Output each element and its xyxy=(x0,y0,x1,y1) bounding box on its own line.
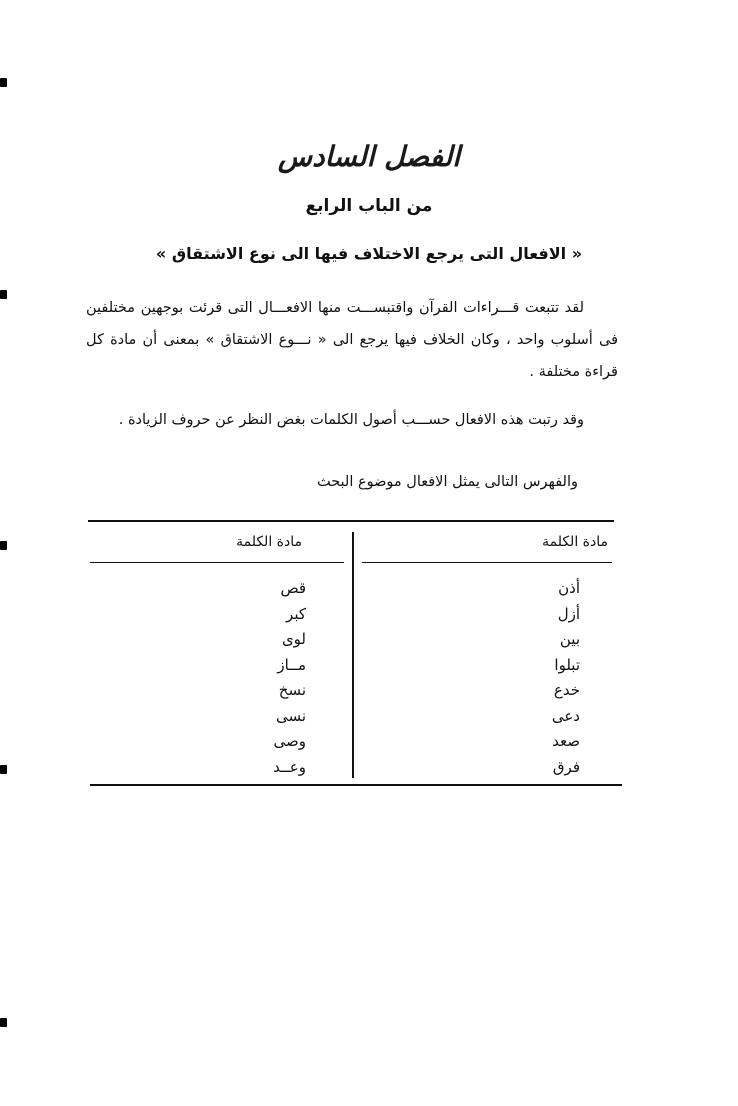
table-intro: والفهرس التالى يمثل الافعال موضوع البحث xyxy=(316,474,578,490)
list-item: أذن xyxy=(558,579,580,597)
list-item: نسخ xyxy=(278,681,306,699)
scan-mark xyxy=(0,765,7,774)
table-bottom-rule xyxy=(90,784,622,786)
table-column-divider xyxy=(352,532,354,778)
paragraph: لقد تتبعت قـــراءات القرآن واقتبســـت منها الافعـــال التى قرئت بوجهين مختلفين فى أسلوب واحد ، وكان الخلاف فيها يرجع الى « نـــوع الاشتقاق » بمعنى أن مادة كل قراءة مختلفة . xyxy=(86,300,618,380)
list-item: وعــد xyxy=(273,757,306,776)
list-item: أزل xyxy=(557,604,580,623)
list-item: لوى xyxy=(281,630,306,648)
word-list-left xyxy=(166,576,306,780)
scan-mark xyxy=(0,541,7,550)
list-item: مــاز xyxy=(277,655,306,674)
section-title: من الباب الرابع xyxy=(305,196,433,216)
list-item: قص xyxy=(280,579,306,597)
list-item: وصى xyxy=(273,732,306,750)
list-item: كبر xyxy=(286,604,306,623)
header-rule-left xyxy=(90,562,344,563)
list-item: نسى xyxy=(275,706,306,725)
list-item: خدع xyxy=(553,681,580,699)
list-item: صعد xyxy=(552,732,580,750)
list-item: تبلوا xyxy=(554,655,580,674)
scan-mark xyxy=(0,290,7,299)
list-item: فرق xyxy=(552,757,580,776)
header-rule-right xyxy=(362,562,612,563)
column-header-left: مادة الكلمة xyxy=(236,534,302,550)
table-top-rule xyxy=(88,520,614,522)
paragraph: وقد رتبت هذه الافعال حســـب أصول الكلمات بغض النظر عن حروف الزيادة . xyxy=(118,412,584,428)
column-header-right: مادة الكلمة xyxy=(542,534,608,550)
scan-mark xyxy=(0,78,7,87)
scan-mark xyxy=(0,1018,7,1027)
chapter-title: الفصل السادس xyxy=(277,140,461,173)
list-item: دعى xyxy=(551,706,580,725)
word-list-right xyxy=(440,576,580,780)
list-item: بين xyxy=(559,630,580,648)
subtitle: « الافعال التى يرجع الاختلاف فيها الى نوع الاشتقاق » xyxy=(155,244,583,263)
